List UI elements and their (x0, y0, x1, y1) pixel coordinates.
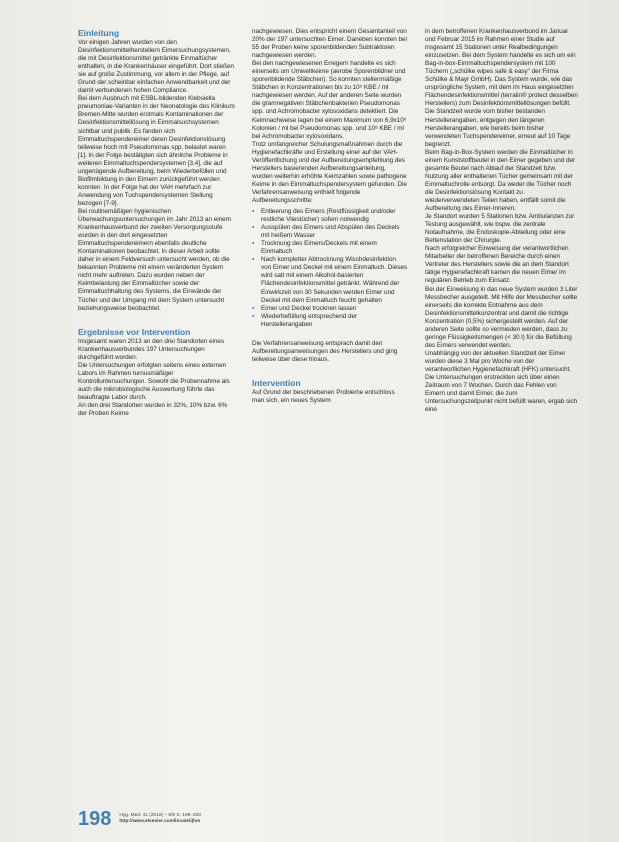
page-number: 198 (78, 808, 112, 830)
footer-citation: Hyg. Med. 41 (2016) – 8/9 S. 198–203 (119, 813, 201, 818)
paragraph: Je Standort wurden 5 Stationen bzw. Ambulanzen zur Testung ausgewählt, wie bspw. die zentrale Notaufnahme, die Endoskopie-Abteilung oder eine Bettenstation der Chirurgie. (425, 213, 575, 245)
page-footer (78, 808, 201, 832)
paragraph: Unabhängig von der aktuellen Standzeit der Eimer wurden diese 3 Mal pro Woche von der verantwortlichen Hygienefachkraft (HFK) untersucht. Die Untersuchungen erstreckten sich über einen Zeitraum von 7 Wochen. Durch das Fehlen von Eimern und damit Eimer, die zum Untersuchungszeitpunkt nicht befüllt waren, ergab sich eine (425, 349, 578, 414)
list-item: ▪ Entleerung des Eimers (Restflüssigkeit und/oder restliche Vliestücher) sofern notwendig (252, 208, 407, 224)
footer-url: http://www.elsevier.com/locate/ijhm (119, 819, 201, 824)
paragraph: Bei dem Ausbruch mit ESBL-bildenden Klebsiella pneumoniae-Varianten in der Neonatologie des Klinikum Bremen-Mitte wurden erstmals Kontaminationen der Desinfektionsmittellösung in Eimmalsuchsystemen sichtbar und publik. Es fanden sich Eimmaltuchspendereimer deren Desinfektionslösung teilweise hoch mit Pseudomonas spp. belastet waren [1]. In der Folge bestätigten sich ähnliche Probleme in weiteren Eimmaltuchspendersystemen [3,4], die auf ungenügende Aufbereitung, beim Wiederbefüllen und Biofilmbildung in den Eimern zurückgeführt werden konnten. In der Folge hat der VAH mehrfach zur Anwendung von Tuchspendersystemen Stellung bezogen [7-9]. (78, 95, 235, 207)
paragraph: Bei routinemäßigen hygienischen Überwachungsuntersuchungen im Jahr 2013 an einem Krankenhausverbund der zweiten Versorgungsstufe wurden in den dort eingesetzten Eimmaltuchspendereimern ebenfalls deutliche Kontaminationen beobachtet. In dieser Arbeit sollte daher in einem Feldversuch untersucht werden, ob die bekannten Probleme mit einem veränderten System nicht mehr auftreten. Dazu wurden neben der Keimbelastung der Eimmaltücher sowie der Eimmaltuchhaltung des Systems, die Einwände der Tücher und der Umgang mit dem System untersucht beziehungsweise beobachtet. (78, 207, 231, 312)
list-item: ▪ Nach kompletter Abtrocknung Wischdesinfektion von Eimer und Deckel mit einem Einmaltuch. Dieses wird satt mit einem Alkohol-basierten Flächendesinfektionsmittel getränkt. Während der Einwirkzeit von 30 Sekunden werden Eimer und Deckel mit dem Einmaltuch feucht gehalten (252, 256, 407, 304)
column-left (78, 28, 235, 418)
paragraph: Vor einigen Jahren wurden von den Desinfektionsmittelherstellern Eimersuchungsystemen, die mit Desinfektionsmittel getränkte Einmaltücher enthalten, in die Krankenhäuser eingeführt. Dort stießen sie auf große Zustimmung, vor allem in der Pflege, auf Grund der scheinbar einfachen Anwendbarkeit und der damit verbundenen hohen Compliance. (78, 39, 234, 95)
paragraph: Nach erfolgreicher Einweisung der verantwortlichen Mitarbeiter der betroffenen Bereiche durch einen Vertreter des Herstellers sowie die an dem Standort tätige Hygienefachkraft kamen die neuen Eimer im regulären Betrieb zum Einsatz. (425, 245, 569, 285)
paragraph: in dem betroffenen Krankenhausverbund im Januar und Februar 2015 im Rahmen einer Studie auf insgesamt 15 Stationen unter Realbedingungen einzusetzen. Bei dem System handelte es sich um ein Bag-in-box-Eimmaltuchspendersystem mit 100 Tüchern („schülke wipes safe & easy" der Firma Schülke & Mayr GmbH). Das System wurde, wie das ursprüngliche System, mit dem im Haus eingesetzten Flächendesinfektionsmittel (terralin® protect desselben Herstellers) zum Desinfektionsmittellösungen befüllt. Die Standzeit wurde vom bisher bestanden Herstellerangaben, entgegen den längeren Herstellerangaben, wie bereits beim bisher verwendeten Tuchspendereimer, erneut auf 10 Tage begrenzt. (425, 28, 578, 148)
paragraph: Auf Grund der beschriebenen Probleme entschloss man sich, ein neues System (252, 388, 395, 404)
list-item: ▪ Eimer und Deckel trocknen lassen (252, 305, 407, 313)
section-heading-intervention: Intervention (252, 377, 301, 388)
paragraph: Die Verfahrensanweisung entsprach damit den Aufbereitungsanweisungen des Herstellers und ging teilweise über diese hinaus. (252, 339, 398, 363)
list-item: ▪ Ausspülen des Eimers und Abspülen des Deckels mit heißem Wasser (252, 224, 407, 240)
paragraph: Insgesamt waren 2013 an den drei Standorten eines Krankenhausverbundes 197 Untersuchungen durchgeführt worden. (78, 337, 225, 361)
section-heading-ergebnisse: Ergebnisse vor Intervention (78, 326, 191, 337)
list-item: ▪ Wiederbefüllung entsprechend der Herstellerangaben (252, 313, 407, 329)
paragraph: Bei den nachgewiesenen Erregern handelte es sich einerseits um Umweltkeime (aerobe Sporenbildner und sporenbildende Stäbchen). So konnten stellenmäßige Stäbchen in Konzentrationen bis zu 10⁵ KBE / ml nachgewiesen werden. Auf der anderen Seite wurden die gramnegativen Stäbchenbakterien Pseudomonas spp. und Achromobacter xylosoxidans detektiert. Die Keimnachweise lagen bei einem Maximum von 6,9x10⁶ Kolonien / ml bei Pseudomonas spp. und 10⁸ KBE / ml bei Achromobacter xylosoxidans. (252, 60, 407, 140)
paragraph: Die Untersuchungen erfolgten seitens eines externen Labors im Rahmen turnusmäßiger Kontrolluntersuchungen. Sowohl die Probennahme als auch die mikrobiologische Auswertung führte das beauftragte Labor durch. (78, 361, 230, 401)
column-right (425, 28, 578, 414)
paragraph: Trotz umfangreicher Schulungsmaßnahmen durch die Hygienefachkräfte und Erstellung einer auf der VAH-Veröffentlichung und der Aufbereitungsempfehlung des Herstellers basierenden Aufbereitungsanleitung, wurden weiterhin erhöhte Keimzahlen sowie pathogene Keime in den Eimmaltuchspendersystem gefunden. Die Verfahrensanweisung enthielt folgende Aufbereitungsschritte: (252, 140, 407, 204)
column-middle (252, 28, 407, 405)
paragraph: Bei der Einweisung in das neue System wurden 3 Liter Messbecher ausgeteilt. Mit Hilfe der Messbecher sollte einerseits die korrekte Entnahme aus dem Desinfektionsmittelkonzentrat und damit die richtige Konzentration (0,5%) sichergestellt werden. Auf der anderen Seite sollte so vermieden werden, dass zu geringe Flüssigkeitsmengen (< 30 l) für die Befüllung des Eimers verwendet werden. (425, 285, 578, 349)
procedure-list (252, 208, 407, 329)
paragraph: An den drei Standorten wurden in 32%, 10% bzw. 6% der Proben Keime (78, 401, 228, 418)
section-heading-einleitung: Einleitung (78, 28, 120, 38)
footer-citation-block (119, 808, 201, 825)
list-item: ▪ Trocknung des Eimers/Deckels mit einem Einmaltuch (252, 240, 407, 256)
paragraph: nachgewiesen. Dies entspricht einem Gesamtanteil von 20% der 197 untersuchten Eimer. Daneben konnten bei 55 der Proben keine sporenbildenden Subtraktoren nachgewiesen werden. (252, 28, 407, 60)
paragraph: Beim Bag-in-Box-System werden die Einmaltücher in einem Kunststoffbeutel in den Eimer gegeben und der gesamte Beutel nach Ablauf der Standzeit bzw. Nutzung aller enthaltenen Tücher gemeinsam mit der Eimmaltuchrolle entsorgt. Da weder die Tücher noch die Desinfektionslösung Kontakt zu wiederverwendeten Teilen haben, entfällt somit die Aufbereitung des Eimer-Inneren. (425, 148, 576, 213)
